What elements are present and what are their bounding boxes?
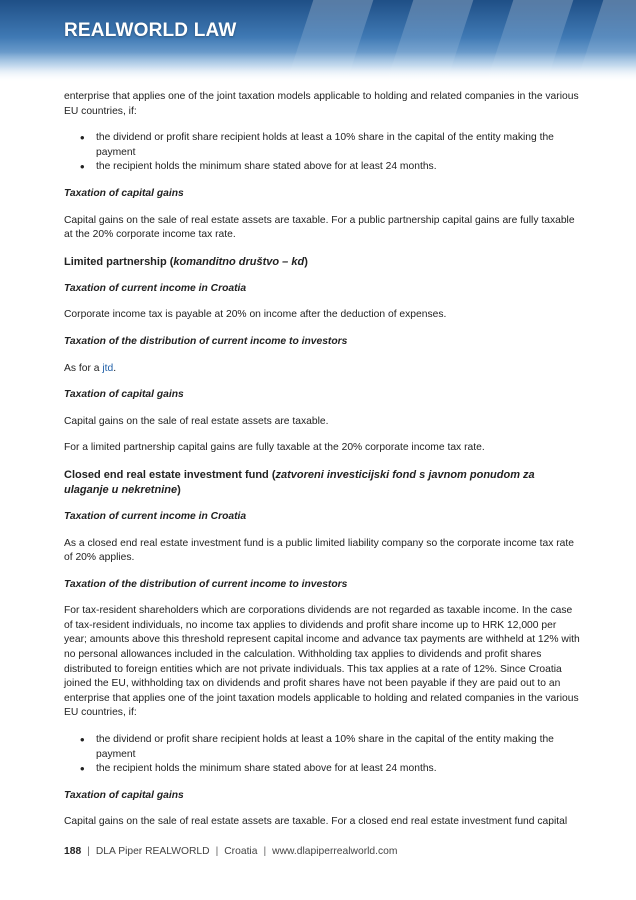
- subheading: Taxation of capital gains: [64, 389, 184, 401]
- paragraph: Capital gains on the sale of real estate assets are taxable.: [64, 415, 329, 427]
- footer-url[interactable]: www.dlapiperrealworld.com: [272, 846, 398, 857]
- section-heading-close: ): [304, 255, 308, 268]
- subheading: Taxation of current income in Croatia: [64, 282, 247, 294]
- list-item: • the recipient holds the minimum share stated above for at least 24 months.: [96, 762, 580, 777]
- list-item: • the recipient holds the minimum share stated above for at least 24 months.: [96, 160, 580, 175]
- footer-separator: |: [87, 846, 90, 857]
- subheading: Taxation of capital gains: [64, 187, 184, 199]
- brand-title: REALWORLD LAW: [64, 20, 237, 41]
- list-item: • the dividend or profit share recipient holds at least a 10% share in the capital of the entity making the payment: [96, 733, 580, 762]
- section-heading-local-name: komanditno društvo – kd: [173, 255, 305, 268]
- subheading: Taxation of capital gains: [64, 789, 184, 801]
- banner-fade: [0, 52, 636, 82]
- page-content: [64, 90, 580, 842]
- bullet-list: [64, 733, 580, 777]
- section-heading-local-name: zatvoreni investicijski fond s javnom ponudom za ulaganje u nekretnine: [64, 468, 535, 496]
- paragraph: As a closed end real estate investment fund is a public limited liability company so the corporate income tax rate of 20% applies.: [64, 537, 574, 564]
- footer-separator: |: [263, 846, 267, 857]
- footer-country: Croatia: [224, 846, 258, 857]
- paragraph-text: .: [113, 362, 117, 374]
- paragraph: Capital gains on the sale of real estate assets are taxable. For a closed end real estate investment fund capital: [64, 816, 568, 828]
- section-heading: [64, 255, 580, 270]
- page-footer: [64, 846, 397, 857]
- subheading: Taxation of current income in Croatia: [64, 510, 247, 522]
- paragraph: enterprise that applies one of the joint taxation models applicable to holding and related companies in the various EU countries, if:: [64, 91, 579, 117]
- list-item: • the dividend or profit share recipient holds at least a 10% share in the capital of the entity making the payment: [96, 131, 580, 160]
- footer-publisher: DLA Piper REALWORLD: [95, 846, 210, 857]
- paragraph: For a limited partnership capital gains are fully taxable at the 20% corporate income tax rate.: [64, 442, 485, 454]
- subheading: Taxation of the distribution of current income to investors: [64, 578, 348, 590]
- paragraph: [64, 362, 580, 377]
- paragraph-text: As for a: [64, 362, 103, 374]
- header-banner: [0, 0, 636, 82]
- paragraph: Capital gains on the sale of real estate assets are taxable. For a public partnership capital gains are fully taxable at the 20% corporate income tax rate.: [64, 214, 575, 241]
- subheading: Taxation of the distribution of current income to investors: [64, 335, 348, 347]
- section-heading-text: Limited partnership (: [64, 255, 174, 268]
- footer-separator: |: [215, 846, 219, 857]
- section-heading-text: Closed end real estate investment fund (: [64, 468, 276, 481]
- bullet-list: [64, 131, 580, 175]
- section-heading-close: ): [177, 483, 181, 496]
- section-heading: [64, 468, 580, 498]
- paragraph: For tax-resident shareholders which are corporations dividends are not regarded as taxable income. In the case of tax-resident individuals, no income tax applies to dividends and profit share income up to HRK 12,000 per year; amounts above this threshold represent capital income and advance tax payments are withheld at 12% with no personal allowances included in the calculation. Withholding tax applies to dividends and profit shares distributed to foreign entities which are not private individuals. This tax applies at a rate of 12%. Since Croatia joined the EU, withholding tax on dividends and profit shares have not been payable if they are paid out to an enterprise that applies one of the joint taxation models applicable to holding and related companies in the various EU countries, if:: [64, 605, 580, 719]
- jtd-link[interactable]: jtd: [102, 362, 114, 374]
- page-number: 188: [64, 846, 82, 857]
- paragraph: Corporate income tax is payable at 20% on income after the deduction of expenses.: [64, 309, 447, 321]
